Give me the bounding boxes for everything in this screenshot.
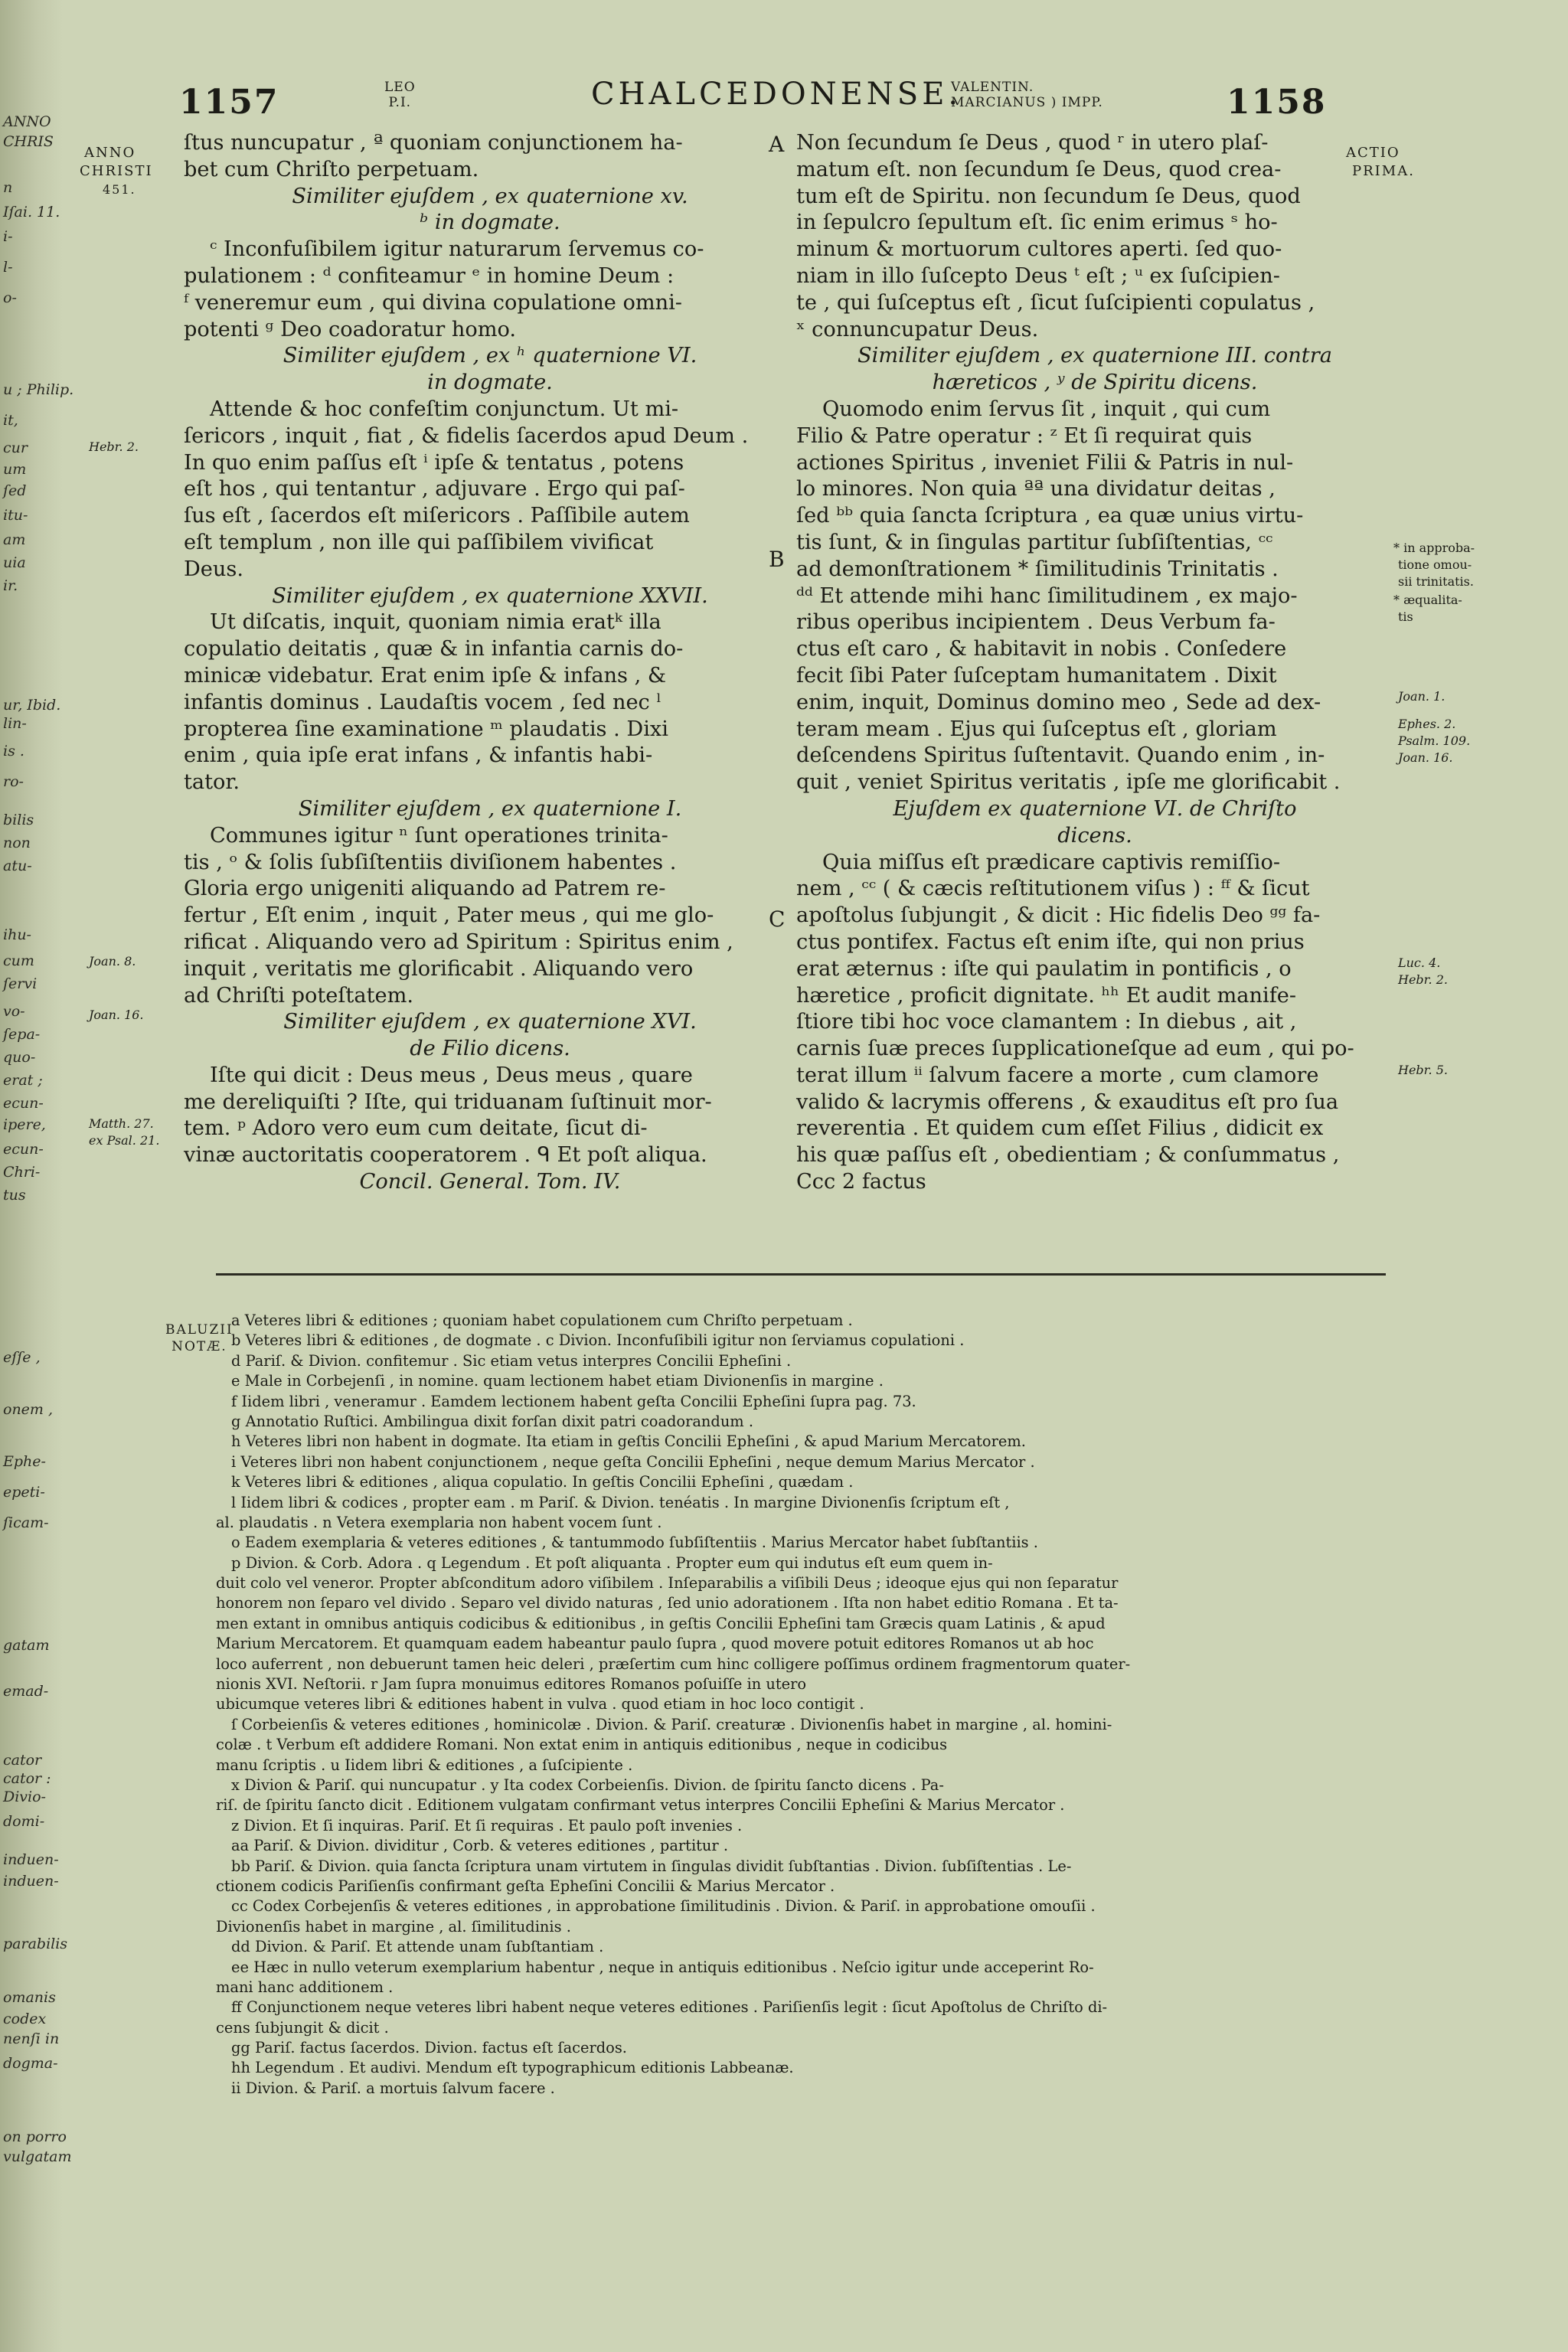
text-line: inquit , veritatis me glorificabit . Aliquando vero [184,956,694,981]
running-title: CHALCEDONENSE. [591,77,962,112]
header-emperors [951,80,1103,110]
header-emperors-line2: MARCIANUS ) IMPP. [951,95,1103,110]
margin-luc: Luc. 4. [1398,956,1441,970]
gutter-fragment: cum [3,952,34,969]
gutter-fragment: onem , [3,1401,54,1418]
text-line: minum & mortuorum cultores aperti. ſed quo- [796,237,1282,262]
note-line: l Iidem libri & codices , propter eam . m Pariſ. & Divion. tenéatis . In margine Divionenſis ſcriptum eſt , [231,1493,1010,1511]
gutter-fragment: non [3,835,31,851]
gutter-fragment: ſicam- [3,1514,49,1531]
text-line: ſtus nuncupatur , ª quoniam conjunctionem ha- [184,131,683,155]
gutter-fragment: ſed [3,482,27,499]
gutter-fragment: quo- [3,1049,36,1066]
note-line: honorem non ſeparo vel divido . Separo vel divido naturas , ſed unio adorationem . Iſta non habet editio Romana . Et ta- [216,1594,1119,1612]
gutter-fragment: domi- [3,1813,45,1830]
text-line: Quomodo enim ſervus ſit , inquit , qui cum [822,397,1271,421]
note-line: d Pariſ. & Divion. confitemur . Sic etiam vetus interpres Concilii Epheſini . [231,1351,792,1370]
text-line: ᵇ in dogmate. [420,211,560,235]
footnote-rule [216,1273,1386,1276]
text-line: infantis dominus . Laudaſtis vocem , ſed nec ˡ [184,690,662,714]
text-line: tator. [184,770,240,795]
text-line: in dogmate. [427,371,553,395]
text-line: fecit ſibi Pater ſuſceptam humanitatem . Dixit [796,663,1277,688]
gutter-fragment: Divio- [3,1788,46,1805]
text-line: hæretice , proficit dignitate. ʰʰ Et audit manife- [796,983,1297,1008]
note-line: manu ſcriptis . u Iidem libri & editiones , a ſuſcipiente . [216,1756,633,1774]
text-line: ᵈᵈ Et attende mihi hanc ſimilitudinem , ex majo- [796,583,1298,608]
section-letter-c: C [769,906,786,932]
section-letter-b: B [769,547,785,572]
note-line: p Divion. & Corb. Adora . q Legendum . Et poſt aliquanta . Propter eum qui indutus eſt eum quem in- [231,1553,993,1572]
note-line: Marium Mercatorem. Et quamquam eadem habeantur paulo ſupra , quod movere potuit editores Romanos ut ab hoc [216,1635,1094,1653]
margin-approbatione-1: * in approba- [1393,541,1475,555]
note-line: ubicumque veteres libri & editiones habent in vulva . quod etiam in hoc loco contigit . [216,1695,864,1713]
margin-christi: CHRISTI [80,163,153,179]
gutter-fragment: codex [3,2011,47,2027]
note-line: b Veteres libri & editiones , de dogmate . c Divion. Inconfuſibili igitur non ſerviamus copulationi . [231,1331,965,1350]
text-line: minicæ videbatur. Erat enim ipſe & infans , & [184,663,667,688]
text-line: quit , veniet Spiritus veritatis , ipſe me glorificabit . [796,770,1341,795]
gutter-fragment: um [3,461,27,478]
gutter-fragment: tus [3,1187,26,1204]
note-line: h Veteres libri non habent in dogmate. Ita etiam in geſtis Concilii Epheſini , & apud Marium Mercatorem. [231,1432,1026,1451]
text-line: me dereliquiſti ? Iſte, qui triduanam ſuſtinuit mor- [184,1089,712,1114]
text-line: Gloria ergo unigeniti aliquando ad Patrem re- [184,877,666,901]
gutter-fragment: ir. [3,577,18,594]
gutter-fragment: induen- [3,1851,59,1868]
note-line: bb Pariſ. & Divion. quia ſancta ſcriptura unam virtutem in ſingulas dividit ſubſtantias . Divion. ſubſiſtentias . Le- [231,1857,1072,1875]
text-line: Non ſecundum ſe Deus , quod ʳ in utero plaſ- [796,131,1269,155]
note-line: riſ. de ſpiritu ſancto dicit . Editionem vulgatam confirmant vetus interpres Concilii Epheſini & Marius Mercator . [216,1796,1065,1815]
gutter-fragment: Chri- [3,1164,41,1181]
notes-heading-line1: BALUZII [165,1322,234,1338]
gutter-fragment: lin- [3,715,27,732]
text-line: propterea ſine examinatione ᵐ plaudatis . Dixi [184,717,668,741]
note-line: mani hanc additionem . [216,1978,394,1996]
text-line: erat æternus : iſte qui paulatim in pontificis , o [796,956,1292,981]
gutter-fragment: nenſi in [3,2030,60,2047]
gutter-fragment: ſervi [3,975,38,992]
text-line: eſt templum , non ille qui paſſibilem vivificat [184,530,654,554]
section-letter-a: A [769,132,785,157]
note-line: men extant in omnibus antiquis codicibus & editionibus , in geſtis Concilii Epheſini tam Græcis quam Latinis , & apud [216,1614,1106,1632]
note-line: colæ . t Verbum eſt addidere Romani. Non extat enim in antiquis editionibus , neque in codicibus [216,1736,948,1754]
note-line: ctionem codicis Pariſienſis confirmant geſta Epheſini Concilii & Marius Mercator . [216,1877,835,1895]
gutter-fragment: atu- [3,858,32,874]
page-number-right: 1158 [1227,83,1327,122]
text-line: ad Chriſti poteſtatem. [184,983,414,1008]
gutter-fragment: gatam [3,1637,50,1654]
gutter-fragment: ipere, [3,1116,46,1133]
margin-expsal: ex Psal. 21. [89,1133,160,1148]
text-line: ſtiore tibi hoc voce clamantem : In diebus , ait , [796,1010,1297,1034]
text-line: ᶜ Inconfuſibilem igitur naturarum ſervemus co- [210,237,704,262]
facing-page-gutter [0,0,74,2352]
text-line: ſericors , inquit , fiat , & fidelis ſacerdos apud Deum . [184,423,749,448]
text-line: nem , ᶜᶜ ( & cæcis reſtitutionem viſus ) : ᶠᶠ & ſicut [796,877,1310,901]
text-line: valido & lacrymis offerens , & exauditus eſt pro ſua [796,1089,1339,1114]
text-line: lo minores. Non quia ªª una dividatur deitas , [796,477,1276,501]
margin-hebr: Hebr. 2. [89,439,139,454]
note-line: aa Pariſ. & Divion. dividitur , Corb. & veteres editiones , partitur . [231,1837,729,1855]
note-line: nionis XVI. Neſtorii. r Jam ſupra monuimus editores Romanos poſuiſſe in utero [216,1675,807,1694]
text-line: ribus operibus incipientem . Deus Verbum fa- [796,610,1276,635]
header-emperors-line1: VALENTIN. [951,80,1034,95]
text-line: matum eſt. non ſecundum ſe Deus, quod crea- [796,157,1282,181]
gutter-fragment: epeti- [3,1484,45,1501]
text-line: Similiter ejuſdem , ex quaternione XVI. [283,1010,697,1034]
right-text-column [796,130,1393,1196]
gutter-fragment: CHRIS [3,133,54,150]
note-line: k Veteres libri & editiones , aliqua copulatio. In geſtis Concilii Epheſini , quædam . [231,1473,854,1491]
margin-joan8: Joan. 8. [89,954,136,969]
text-line: ctus eſt caro , & habitavit in nobis . Conſedere [796,637,1287,662]
text-line: Similiter ejuſdem , ex quaternione XXVII. [272,583,708,608]
note-line: ſ Corbeienſis & veteres editiones , hominicolæ . Divion. & Pariſ. creaturæ . Divionenſis habet in margine , al. homini- [231,1715,1112,1733]
gutter-fragment: ecun- [3,1141,44,1158]
text-line: apoſtolus ſubjungit , & dicit : Hic fidelis Deo ᵍᵍ fa- [796,903,1321,928]
note-line: al. plaudatis . n Vetera exemplaria non habent vocem ſunt . [216,1513,662,1531]
text-line: te , qui ſuſceptus eſt , ſicut ſuſcipienti copulatus , [796,290,1315,315]
header-leo [384,80,416,110]
text-line: Ejuſdem ex quaternione VI. de Chriſto [893,796,1297,821]
note-line: cc Codex Corbejenſis & veteres editiones , in approbatione ſimilitudinis . Divion. & Pariſ. in approbatione omouſii . [231,1897,1096,1916]
text-line: actiones Spiritus , inveniet Filii & Patris in nul- [796,450,1294,475]
gutter-fragment: itu- [3,507,28,524]
text-line: Communes igitur ⁿ ſunt operationes trinita- [210,823,668,848]
text-line: Deus. [184,557,243,581]
text-line: reverentia . Et quidem cum eſſet Filius , didicit ex [796,1116,1324,1141]
text-line: Similiter ejuſdem , ex quaternione III. contra [858,344,1332,368]
left-text-column [184,130,796,1196]
gutter-fragment: uia [3,554,26,571]
gutter-fragment: bilis [3,812,34,828]
gutter-fragment: eſſe , [3,1349,41,1366]
text-line: In quo enim paſſus eſt ⁱ ipſe & tentatus , potens [184,450,684,475]
margin-hebr2: Hebr. 2. [1398,972,1448,987]
gutter-fragment: vulgatam [3,2148,72,2165]
note-line: z Divion. Et ſi inquiras. Pariſ. Et ſi requiras . Et paulo poſt invenies . [231,1816,743,1834]
gutter-fragment: induen- [3,1873,59,1890]
gutter-fragment: Iſai. 11. [3,204,60,220]
text-line: terat illum ⁱⁱ ſalvum facere a morte , cum clamore [796,1063,1319,1087]
text-line: vinæ auctoritatis cooperatorem . ᑫ Et poſt aliqua. [184,1143,707,1168]
gutter-fragment: ur, Ibid. [3,697,61,714]
text-line: tis , ᵒ & ſolis ſubſiſtentiis diviſionem habentes . [184,850,677,874]
text-line: eſt hos , qui tentantur , adjuvare . Ergo qui paſ- [184,477,685,501]
gutter-fragment: ecun- [3,1095,44,1112]
notes-heading-line2: NOTÆ. [172,1339,227,1354]
gutter-fragment: ANNO [3,113,51,130]
note-line: dd Divion. & Pariſ. Et attende unam ſubſtantiam . [231,1938,604,1956]
note-line: ff Conjunctionem neque veteres libri habent neque veteres editiones . Pariſienſis legit : ſicut Apoſtolus de Chriſto di- [231,1998,1108,2017]
note-line: e Male in Corbejenſi , in nomine. quam lectionem habet etiam Divionenſis in margine . [231,1372,884,1390]
text-line: deſcendens Spiritus ſuſtentavit. Quando enim , in- [796,743,1325,768]
gutter-fragment: i- [3,228,13,245]
note-line: a Veteres libri & editiones ; quoniam habet copulationem cum Chriſto perpetuam . [231,1312,853,1329]
note-line: ii Divion. & Pariſ. a mortuis ſalvum facere . [231,2079,555,2097]
text-line: Iſte qui dicit : Deus meus , Deus meus , quare [210,1063,693,1087]
gutter-fragment: emad- [3,1683,49,1700]
text-line: Quia miſſus eſt prædicare captivis remiſſio- [822,850,1281,874]
gutter-fragment: erat ; [3,1072,43,1089]
margin-approbatione-3: sii trinitatis. [1398,574,1474,589]
margin-anno: ANNO [84,145,136,161]
gutter-fragment: o- [3,289,17,306]
text-line: ſus eſt , ſacerdos eſt miſericors . Paſſibile autem [184,504,690,528]
text-line: ᶠ veneremur eum , qui divina copulatione omni- [184,290,682,315]
text-line: bet cum Chriſto perpetuam. [184,157,479,181]
text-line: teram meam . Ejus qui ſuſceptus eſt , gloriam [796,717,1277,741]
gutter-fragment: parabilis [3,1936,68,1952]
text-line: ctus pontifex. Factus eſt enim iſte, qui non prius [796,929,1305,954]
gutter-fragment: cator : [3,1770,51,1787]
text-line: tis ſunt, & in ſingulas partitur ſubſiſtentias, ᶜᶜ [796,530,1273,554]
text-line: potenti ᵍ Deo coadoratur homo. [184,317,517,341]
text-line: hæreticos , ʸ de Spiritu dicens. [932,371,1258,395]
margin-hebr5: Hebr. 5. [1398,1063,1448,1077]
text-line: tem. ᵖ Adoro vero eum cum deitate, ſicut di- [184,1116,648,1141]
margin-year: 451. [103,182,136,197]
note-line: f Iidem libri , veneramur . Eamdem lectionem habent geſta Concilii Epheſini ſupra pag. 73. [231,1392,916,1410]
gutter-fragment: ſepa- [3,1026,41,1043]
gutter-fragment: it, [3,412,18,429]
text-line: Similiter ejuſdem , ex quaternione xv. [292,184,688,208]
baluzii-notes [216,1311,1387,2099]
margin-matth: Matth. 27. [89,1116,154,1131]
text-line: enim , quia ipſe erat infans , & infantis habi- [184,743,653,768]
note-line: loco auferrent , non debuerunt tamen heic deleri , præſertim cum hinc colligere poſſimus ordinem fragmentorum quater- [216,1655,1131,1673]
gutter-fragment: on porro [3,2128,67,2145]
text-line: Ccc 2 factus [796,1170,926,1194]
note-line: x Divion & Pariſ. qui nuncupatur . y Ita codex Corbeienſis. Divion. de ſpiritu ſancto dicens . Pa- [231,1775,944,1794]
text-line: fertur , Eſt enim , inquit , Pater meus , qui me glo- [184,903,714,928]
text-line: ad demonſtrationem * ſimilitudinis Trinitatis . [796,557,1279,581]
gutter-fragment: is . [3,743,24,760]
margin-psalm: Psalm. 109. [1398,733,1471,748]
note-line: g Annotatio Ruſtici. Ambilingua dixit forſan dixit patri coadorandum . [231,1412,754,1430]
gutter-fragment: dogma- [3,2055,58,2072]
margin-joan16: Joan. 16. [89,1008,144,1022]
gutter-fragment: cur [3,439,28,456]
gutter-fragment: u ; Philip. [3,381,74,398]
margin-prima: PRIMA. [1352,163,1415,179]
text-line: Similiter ejuſdem , ex ʰ quaternione VI. [283,344,697,368]
text-line: tum eſt de Spiritu. non ſecundum ſe Deus, quod [796,184,1301,208]
gutter-fragment: l- [3,259,13,276]
gutter-fragment: Ephe- [3,1453,46,1470]
book-page [63,0,1568,2352]
header-leo-line2: P.I. [388,95,412,110]
margin-joan1: Joan. 1. [1398,689,1446,704]
text-line: rificat . Aliquando vero ad Spiritum : Spiritus enim , [184,929,733,954]
text-line: copulatio deitatis , quæ & in infantia carnis do- [184,637,684,662]
text-line: Concil. General. Tom. IV. [359,1170,621,1194]
margin-ephes: Ephes. 2. [1398,717,1456,731]
text-line: Attende & hoc confeſtim conjunctum. Ut mi- [210,397,679,421]
header-leo-line1: LEO [384,80,416,95]
page-number-left: 1157 [179,83,279,122]
text-line: ˣ connuncupatur Deus. [796,317,1039,341]
note-line: ee Hæc in nullo veterum exemplarium habentur , neque in antiquis editionibus . Neſcio igitur unde acceperint Ro- [231,1958,1094,1976]
text-line: Ut diſcatis, inquit, quoniam nimia eratᵏ illa [210,610,662,635]
margin-approbatione-2: tione omou- [1398,557,1472,572]
margin-aequalitatis-2: tis [1398,609,1413,624]
note-line: gg Pariſ. factus ſacerdos. Divion. factus eſt ſacerdos. [231,2039,627,2057]
text-line: carnis ſuæ preces ſupplicationeſque ad eum , qui po- [796,1037,1354,1061]
gutter-fragment: am [3,531,26,548]
margin-joan16: Joan. 16. [1398,750,1453,765]
note-line: o Eadem exemplaria & veteres editiones , & tantummodo ſubſiſtentiis . Marius Mercator habet ſubſtantiis . [231,1534,1038,1552]
note-line: Divionenſis habet in margine , al. ſimilitudinis . [216,1917,571,1936]
text-line: in ſepulcro ſepultum eſt. ſic enim erimus ˢ ho- [796,211,1278,235]
gutter-fragment: ihu- [3,926,31,943]
text-line: de Filio dicens. [410,1037,570,1061]
text-line: Similiter ejuſdem , ex quaternione I. [298,796,682,821]
note-line: duit colo vel veneror. Propter abſconditum adoro viſibilem . Inſeparabilis a viſibili Deus ; ideoque ejus qui non ſeparatur [216,1574,1119,1592]
note-line: i Veteres libri non habent conjunctionem , neque geſta Concilii Epheſini , neque demum Marius Mercator . [231,1452,1035,1471]
text-line: enim, inquit, Dominus domino meo , Sede ad dex- [796,690,1321,714]
text-line: pulationem : ᵈ confiteamur ᵉ in homine Deum : [184,263,675,288]
text-line: dicens. [1057,823,1132,848]
gutter-fragment: vo- [3,1003,25,1020]
text-line: ſed ᵇᵇ quia ſancta ſcriptura , ea quæ unius virtu- [796,504,1304,528]
note-line: cens ſubjungit & dicit . [216,2018,389,2037]
gutter-fragment: cator [3,1752,42,1769]
gutter-fragment: n [3,179,13,196]
margin-actio: ACTIO [1346,145,1400,161]
text-line: his quæ paſſus eſt , obedientiam ; & conſummatus , [796,1143,1340,1168]
gutter-fragment: omanis [3,1989,56,2006]
gutter-fragment: ro- [3,773,24,790]
note-line: hh Legendum . Et audivi. Mendum eſt typographicum editionis Labbeanæ. [231,2059,794,2077]
text-line: niam in illo ſuſcepto Deus ᵗ eſt ; ᵘ ex ſuſcipien- [796,263,1280,288]
text-line: Filio & Patre operatur : ᶻ Et ſi requirat quis [796,423,1253,448]
margin-aequalitatis-1: * æqualita- [1393,593,1462,607]
